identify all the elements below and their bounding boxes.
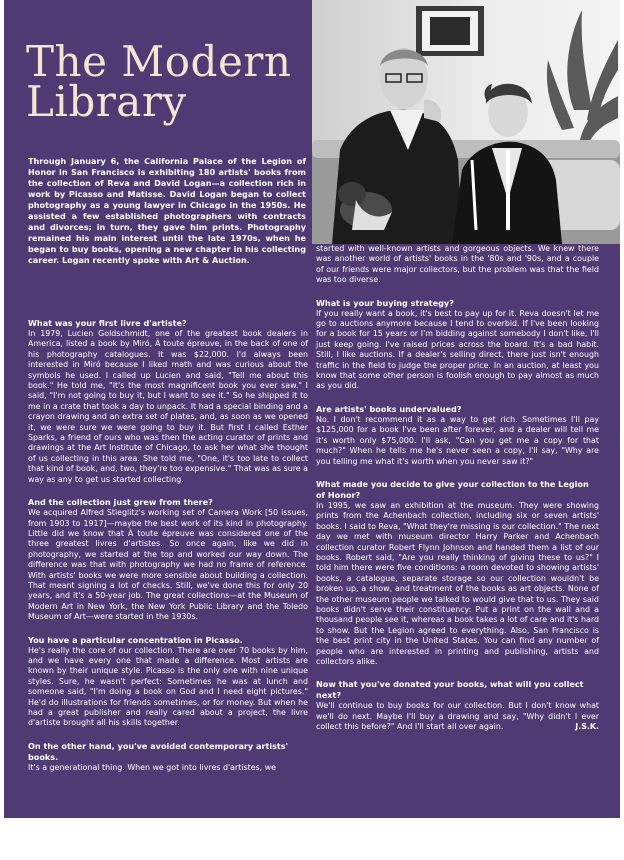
right-column (316, 244, 599, 745)
answer: He's really the core of our collection. There are over 70 books by him, and we have every one that made a difference. Most artists are known by their unique style. Picasso is the only one with nine unique styles. Sure, he wasn't perfect: Sometimes he was at lunch and someone said, "I'm doing a book on God and I need eight pictures." He'd do illustrations for friends sometimes, or for money. But when he had a great publisher and really cared about a project, the livre d'artiste brought all his skills together. (28, 645, 308, 728)
question: Now that you've donated your books, what will you collect next? (316, 679, 584, 701)
question: What is your buying strategy? (316, 297, 454, 308)
question: What made you decide to give your collection to the Legion of Honor? (316, 478, 589, 500)
left-column (28, 318, 308, 785)
article-title (26, 37, 306, 126)
question: On the other hand, you've avoided contemporary artists' books. (28, 740, 289, 762)
answer: In 1979, Lucien Goldschmidt, one of the greatest book dealers in America, listed a book by Miró, À toute épreuve, in the back of one of his photography catalogues. It was $22,000. I'd always been interested in Miró because I liked math and was curious about the symbols he used. I called up Lucien and said, "Tell me about this book." He told me, "It's the most magnificent book you ever saw." I said, "I'm not going to buy it, but I want to see it." So he shipped it to me in a crate that took a day to unpack. It had a special binding and a crayon drawing and an extra set of plates, and, as soon as we opened it, we were sure we were going to buy it. But first I called Esther Sparks, a friend of ours who was then the acting curator of prints and drawings at the Art Institute of Chicago, to ask her what she thought of us collecting in this area. She told me, "One, it's too late to collect that kind of book, and, two, they're too expensive." That was as sure a way as any to get us started collecting. (28, 329, 308, 484)
question: Are artists' books undervalued? (316, 403, 462, 414)
intro-paragraph: Through January 6, the California Palace of the Legion of Honor in San Francisco is exhibiting 180 artists' books from the collection of Reva and David Logan—a collection rich in work by Picasso and Matisse. David Logan began to collect photography as a young lawyer in Chicago in the 1950s. He assisted a few established photographers with contracts and divorces; in turn, they gave him prints. Photography remained his main interest until the late 1970s, when he began to buy books, opening a new chapter in his collecting career. Logan recently spoke with Art & Auction. (28, 156, 306, 265)
question: You have a particular concentration in Picasso. (28, 634, 243, 645)
title-line-2: Library (26, 77, 187, 126)
author-signature: J.S.K. (575, 722, 599, 732)
answer-text: We'll continue to buy books for our collection. But I don't know what we'll do next. Maybe I'll buy a drawing and say, "Why didn't I ever collect this before?" And I'll start all over again. (316, 701, 599, 732)
answer: If you really want a book, it's best to pay up for it. Reva doesn't let me go to auctions anymore because I tend to overbid. If I've been looking for a book for 15 years or I'm bidding against somebody I don't like, I'll just keep going. I've raised prices across the board. It's a bad habit. Still, I like auctions. If a dealer's selling direct, there just isn't enough traffic in the field to judge the proper price. In an auction, at least you know that some other person is foolish enough to pay almost as much as you did. (316, 308, 599, 391)
portrait-illustration (312, 0, 620, 244)
answer: It's a generational thing. When we got into livres d'artistes, we (28, 762, 276, 772)
answer: No. I don't recommend it as a way to get rich. Sometimes I'll pay $125,000 for a book I've been after forever, and a dealer will tell me it's worth only $75,000. I'll ask, "Can you get me a copy for that much?" When he tells me he's never seen a copy, I'll say, "Why are you telling me what it's worth when you never saw it?" (316, 414, 599, 466)
portrait-photo (312, 0, 620, 244)
answer (316, 701, 599, 732)
title-line-1: The Modern (26, 37, 292, 86)
magazine-page (4, 0, 620, 818)
answer: We acquired Alfred Stieglitz's working set of Camera Work [50 issues, from 1903 to 1917]—maybe the best work of its kind in photography. Little did we know that À toute épreuve was considered one of the three greatest livres d'artistes. So once again, like we did in photography, we started at the top and worked our way down. The difference was that with photography we had no frame of reference. With artists' books we were more sensible about building a collection. That meant signing a lot of checks. Still, we've done this for only 20 years, and it's a 50-year job. The great collections—at the Museum of Modern Art in New York, the New York Public Library and the Toledo Museum of Art—were started in the 1930s. (28, 508, 308, 622)
answer-continued: started with well-known artists and gorgeous objects. We knew there was another world of artists' books in the '80s and '90s, and a couple of our friends were major collectors, but the problem was that the field was too diverse. (316, 244, 599, 285)
question: What was your first livre d'artiste? (28, 318, 187, 328)
answer: In 1995, we saw an exhibition at the museum. They were showing prints from the Achenbach collection, including six or seven artists' books. I said to Reva, "What they're missing is our collection." The next day we met with museum director Harry Parker and Achenbach collection curator Robert Flynn Johnson and handed them a list of our books. Robert said, "Are you really thinking of giving these to us?" I told him there were five conditions: a room devoted to showing artists' books, a catalogue, separate storage so our collection wouldn't be broken up, a show, and treatment of the books as art objects. None of the other museum people we talked to would give that to us. They said books didn't serve their constituency: Put a print on the wall and a thousand people see it, whereas a book takes a lot of care and it's hard to show. But the Legion agreed to everything. Also, San Francisco is the best print city in the United States. You can find any number of people who are interested in printing and publishing, artists and collectors alike. (316, 500, 599, 666)
question: And the collection just grew from there? (28, 497, 213, 508)
